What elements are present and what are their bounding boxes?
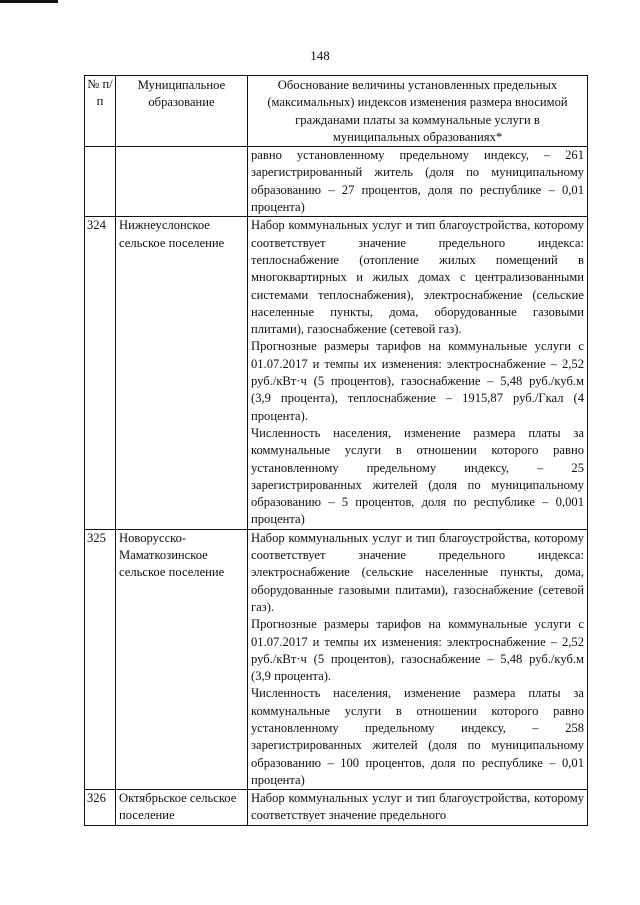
paragraph-population: Численность населения, изменение размера платы за коммунальные услуги в отношении которого равно установленному предельному индексу, – 25 зарегистрированных жителей (доля по муниципальному образованию – 5 процентов, доля по республике – 0,001 процента) (251, 425, 584, 527)
cell-justification (248, 147, 588, 217)
tariff-table (84, 75, 588, 826)
table-row (85, 529, 588, 789)
cell-number: 325 (85, 529, 116, 789)
cell-municipality (116, 147, 248, 217)
cell-justification (248, 217, 588, 529)
cell-number (85, 147, 116, 217)
paragraph-services: Набор коммунальных услуг и тип благоустройства, которому соответствует значение предельного (251, 791, 584, 823)
cell-municipality: Октябрьское сельское поселение (116, 790, 248, 826)
table-row (85, 790, 588, 826)
paragraph-services: Набор коммунальных услуг и тип благоустройства, которому соответствует значение предельного индекса: электроснабжение (сельские населенные пункты, дома, оборудованные газовыми плитами), газоснабжение (сетевой газ). (251, 530, 584, 614)
cell-number: 324 (85, 217, 116, 529)
cell-number: 326 (85, 790, 116, 826)
paragraph-population: Численность населения, изменение размера платы за коммунальные услуги в отношении которого равно установленному предельному индексу, – 258 зарегистрированных жителей (доля по муниципальному образованию – 100 процентов, доля по республике – 0,01 процента) (251, 686, 584, 787)
paragraph-tariffs: Прогнозные размеры тарифов на коммунальные услуги с 01.07.2017 и темпы их изменения: электроснабжение – 2,52 руб./кВт·ч (5 процентов), газоснабжение – 5,48 руб./куб.м (3,9 процента). (251, 617, 584, 684)
paragraph-services: Набор коммунальных услуг и тип благоустройства, которому соответствует значение предельного индекса: теплоснабжение (отопление жилых помещений в многоквартирных и жилых домах с централизованными системами теплоснабжения), электроснабжение (сельские населенные пункты, дома, оборудованные газовыми плитами), газоснабжение (сетевой газ). (251, 218, 584, 337)
cell-municipality: Нижнеуслонское сельское поселение (116, 217, 248, 529)
table-header-row (85, 76, 588, 147)
table-row-continuation (85, 147, 588, 217)
table-row (85, 217, 588, 529)
top-rule (0, 0, 58, 3)
page-number: 148 (310, 48, 330, 63)
paragraph-tariffs: Прогнозные размеры тарифов на коммунальные услуги с 01.07.2017 и темпы их изменения: электроснабжение – 2,52 руб./кВт·ч (5 процентов), газоснабжение – 5,48 руб./куб.м (3,9 процента), теплоснабжение – 1915,87 руб./Гкал (4 процента). (251, 339, 584, 423)
cell-justification (248, 529, 588, 789)
cell-municipality: Новорусско-Маматкозинское сельское поселение (116, 529, 248, 789)
header-number: № п/п (85, 76, 116, 147)
header-municipality: Муниципальное образование (116, 76, 248, 147)
paragraph: равно установленному предельному индексу, – 261 зарегистрированный житель (доля по муниципальному образованию – 27 процентов, доля по республике – 0,01 процента) (251, 148, 584, 215)
header-justification: Обоснование величины установленных предельных (максимальных) индексов изменения размера вносимой гражданами платы за коммунальные услуги в муниципальных образованиях* (248, 76, 588, 147)
cell-justification (248, 790, 588, 826)
